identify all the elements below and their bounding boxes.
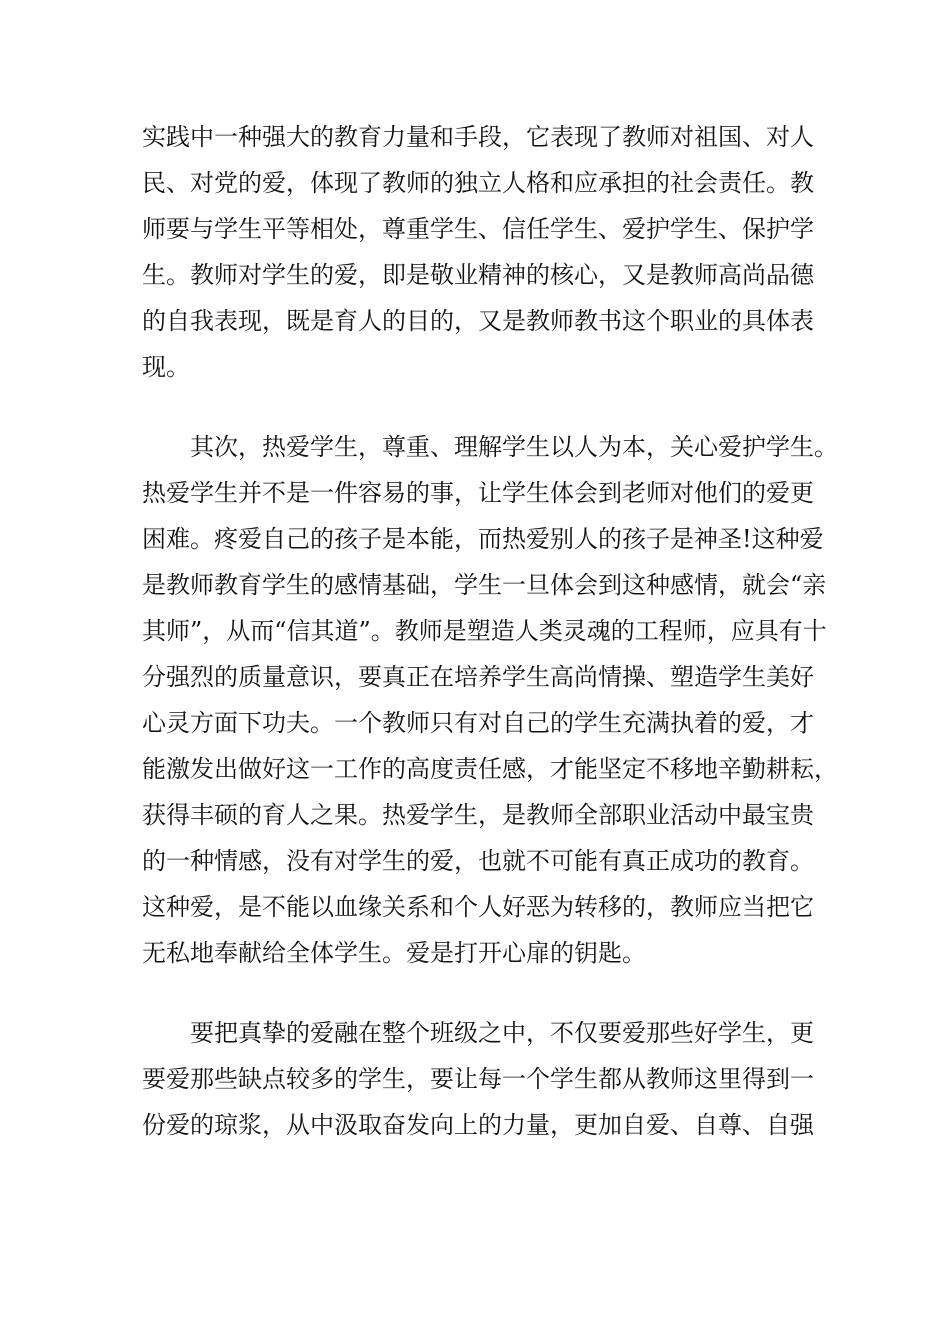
text-line: 是教师教育学生的感情基础，学生一旦体会到这种感情，就会“亲 — [142, 571, 827, 599]
text-line: 师要与学生平等相处，尊重学生、信任学生、爱护学生、保护学 — [142, 215, 814, 243]
text-line: 份爱的琼浆，从中汲取奋发向上的力量，更加自爱、自尊、自强 — [142, 1111, 814, 1139]
text-line: 无私地奉献给全体学生。爱是打开心扉的钥匙。 — [142, 939, 646, 967]
text-line: 这种爱，是不能以血缘关系和个人好恶为转移的，教师应当把它 — [142, 893, 814, 921]
text-line: 现。 — [142, 353, 190, 381]
text-line: 其师”，从而“信其道”。教师是塑造人类灵魂的工程师，应具有十 — [142, 617, 827, 645]
text-line: 实践中一种强大的教育力量和手段，它表现了教师对祖国、对人 — [142, 123, 814, 151]
text-line: 热爱学生并不是一件容易的事，让学生体会到老师对他们的爱更 — [142, 479, 814, 507]
text-line: 其次，热爱学生，尊重、理解学生以人为本，关心爱护学生。 — [190, 433, 838, 461]
text-line: 民、对党的爱，体现了教师的独立人格和应承担的社会责任。教 — [142, 169, 814, 197]
text-line: 获得丰硕的育人之果。热爱学生，是教师全部职业活动中最宝贵 — [142, 801, 814, 829]
text-line: 的自我表现，既是育人的目的，又是教师教书这个职业的具体表 — [142, 307, 814, 335]
text-line: 的一种情感，没有对学生的爱，也就不可能有真正成功的教育。 — [142, 847, 814, 875]
text-line: 心灵方面下功夫。一个教师只有对自己的学生充满执着的爱，才 — [142, 709, 814, 737]
text-line: 生。教师对学生的爱，即是敬业精神的核心，又是教师高尚品德 — [142, 261, 814, 289]
text-line: 要爱那些缺点较多的学生，要让每一个学生都从教师这里得到一 — [142, 1065, 814, 1093]
text-line: 困难。疼爱自己的孩子是本能，而热爱别人的孩子是神圣!这种爱 — [142, 525, 824, 553]
text-line: 分强烈的质量意识，要真正在培养学生高尚情操、塑造学生美好 — [142, 663, 814, 691]
text-line: 能激发出做好这一工作的高度责任感，才能坚定不移地辛勤耕耘， — [142, 755, 838, 783]
text-line: 要把真挚的爱融在整个班级之中，不仅要爱那些好学生，更 — [190, 1019, 814, 1047]
